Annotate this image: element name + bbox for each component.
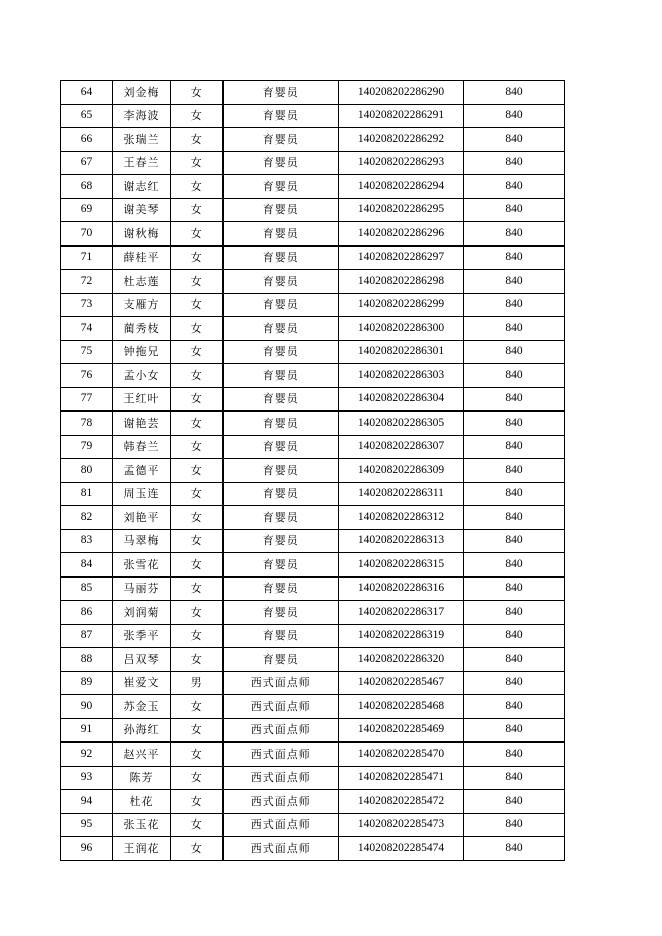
amount-cell: 840 xyxy=(464,387,565,411)
row-number-cell: 96 xyxy=(61,837,113,861)
gender-cell: 女 xyxy=(171,222,223,246)
name-cell: 张瑞兰 xyxy=(113,128,171,152)
amount-cell: 840 xyxy=(464,718,565,742)
certificate-number-cell: 140208202285473 xyxy=(339,813,464,837)
amount-cell: 840 xyxy=(464,742,565,766)
amount-cell: 840 xyxy=(464,648,565,672)
row-number-cell: 68 xyxy=(61,175,113,199)
occupation-cell: 育婴员 xyxy=(223,648,339,672)
gender-cell: 女 xyxy=(171,459,223,483)
occupation-cell: 育婴员 xyxy=(223,459,339,483)
table-row xyxy=(61,790,565,814)
certificate-number-cell: 140208202286292 xyxy=(339,128,464,152)
name-cell: 张季平 xyxy=(113,624,171,648)
amount-cell: 840 xyxy=(464,790,565,814)
name-cell: 孟小女 xyxy=(113,364,171,388)
amount-cell: 840 xyxy=(464,222,565,246)
gender-cell: 女 xyxy=(171,553,223,577)
table-row xyxy=(61,718,565,742)
row-number-cell: 78 xyxy=(61,411,113,435)
name-cell: 陈芳 xyxy=(113,766,171,790)
amount-cell: 840 xyxy=(464,553,565,577)
gender-cell: 女 xyxy=(171,104,223,128)
occupation-cell: 育婴员 xyxy=(223,340,339,364)
certificate-number-cell: 140208202286301 xyxy=(339,340,464,364)
certificate-number-cell: 140208202286299 xyxy=(339,293,464,317)
name-cell: 钟拖兄 xyxy=(113,340,171,364)
occupation-cell: 育婴员 xyxy=(223,81,339,105)
table-row xyxy=(61,411,565,435)
name-cell: 谢美琴 xyxy=(113,198,171,222)
amount-cell: 840 xyxy=(464,624,565,648)
certificate-number-cell: 140208202286315 xyxy=(339,553,464,577)
occupation-cell: 育婴员 xyxy=(223,553,339,577)
table-row xyxy=(61,128,565,152)
roster-table xyxy=(60,80,565,861)
certificate-number-cell: 140208202285471 xyxy=(339,766,464,790)
gender-cell: 女 xyxy=(171,151,223,175)
certificate-number-cell: 140208202286300 xyxy=(339,317,464,341)
table-row xyxy=(61,198,565,222)
table-row xyxy=(61,293,565,317)
amount-cell: 840 xyxy=(464,198,565,222)
occupation-cell: 西式面点师 xyxy=(223,837,339,861)
certificate-number-cell: 140208202286298 xyxy=(339,270,464,294)
table-row xyxy=(61,648,565,672)
roster-rows xyxy=(61,81,565,861)
row-number-cell: 88 xyxy=(61,648,113,672)
certificate-number-cell: 140208202286296 xyxy=(339,222,464,246)
row-number-cell: 94 xyxy=(61,790,113,814)
occupation-cell: 西式面点师 xyxy=(223,671,339,695)
table-row xyxy=(61,482,565,506)
table-row xyxy=(61,81,565,105)
name-cell: 谢志红 xyxy=(113,175,171,199)
occupation-cell: 育婴员 xyxy=(223,482,339,506)
row-number-cell: 95 xyxy=(61,813,113,837)
name-cell: 刘金梅 xyxy=(113,81,171,105)
name-cell: 王春兰 xyxy=(113,151,171,175)
occupation-cell: 西式面点师 xyxy=(223,718,339,742)
occupation-cell: 育婴员 xyxy=(223,151,339,175)
name-cell: 王红叶 xyxy=(113,387,171,411)
name-cell: 崔爱文 xyxy=(113,671,171,695)
certificate-number-cell: 140208202286291 xyxy=(339,104,464,128)
certificate-number-cell: 140208202285468 xyxy=(339,695,464,719)
occupation-cell: 育婴员 xyxy=(223,293,339,317)
certificate-number-cell: 140208202286316 xyxy=(339,577,464,601)
gender-cell: 女 xyxy=(171,813,223,837)
certificate-number-cell: 140208202286294 xyxy=(339,175,464,199)
row-number-cell: 90 xyxy=(61,695,113,719)
occupation-cell: 育婴员 xyxy=(223,624,339,648)
certificate-number-cell: 140208202286320 xyxy=(339,648,464,672)
gender-cell: 女 xyxy=(171,317,223,341)
name-cell: 王润花 xyxy=(113,837,171,861)
certificate-number-cell: 140208202285474 xyxy=(339,837,464,861)
table-row xyxy=(61,695,565,719)
occupation-cell: 西式面点师 xyxy=(223,695,339,719)
table-row xyxy=(61,577,565,601)
gender-cell: 女 xyxy=(171,81,223,105)
row-number-cell: 82 xyxy=(61,506,113,530)
name-cell: 李海波 xyxy=(113,104,171,128)
amount-cell: 840 xyxy=(464,246,565,270)
table-row xyxy=(61,601,565,625)
gender-cell: 女 xyxy=(171,577,223,601)
occupation-cell: 西式面点师 xyxy=(223,790,339,814)
occupation-cell: 育婴员 xyxy=(223,411,339,435)
gender-cell: 女 xyxy=(171,482,223,506)
table-row xyxy=(61,364,565,388)
gender-cell: 女 xyxy=(171,293,223,317)
certificate-number-cell: 140208202286312 xyxy=(339,506,464,530)
name-cell: 支雁方 xyxy=(113,293,171,317)
row-number-cell: 87 xyxy=(61,624,113,648)
name-cell: 苏金玉 xyxy=(113,695,171,719)
name-cell: 杜志莲 xyxy=(113,270,171,294)
amount-cell: 840 xyxy=(464,766,565,790)
occupation-cell: 育婴员 xyxy=(223,577,339,601)
occupation-cell: 育婴员 xyxy=(223,601,339,625)
name-cell: 谢艳芸 xyxy=(113,411,171,435)
gender-cell: 女 xyxy=(171,837,223,861)
row-number-cell: 85 xyxy=(61,577,113,601)
row-number-cell: 64 xyxy=(61,81,113,105)
gender-cell: 女 xyxy=(171,198,223,222)
name-cell: 孟德平 xyxy=(113,459,171,483)
table-row xyxy=(61,270,565,294)
name-cell: 张玉花 xyxy=(113,813,171,837)
gender-cell: 女 xyxy=(171,435,223,459)
row-number-cell: 92 xyxy=(61,742,113,766)
table-row xyxy=(61,435,565,459)
certificate-number-cell: 140208202286303 xyxy=(339,364,464,388)
gender-cell: 女 xyxy=(171,601,223,625)
certificate-number-cell: 140208202286317 xyxy=(339,601,464,625)
amount-cell: 840 xyxy=(464,695,565,719)
row-number-cell: 66 xyxy=(61,128,113,152)
table-row xyxy=(61,340,565,364)
table-row xyxy=(61,813,565,837)
amount-cell: 840 xyxy=(464,340,565,364)
amount-cell: 840 xyxy=(464,411,565,435)
row-number-cell: 71 xyxy=(61,246,113,270)
gender-cell: 女 xyxy=(171,175,223,199)
occupation-cell: 育婴员 xyxy=(223,104,339,128)
table-row xyxy=(61,624,565,648)
gender-cell: 女 xyxy=(171,411,223,435)
amount-cell: 840 xyxy=(464,81,565,105)
occupation-cell: 育婴员 xyxy=(223,364,339,388)
table-row xyxy=(61,104,565,128)
occupation-cell: 西式面点师 xyxy=(223,766,339,790)
table-row xyxy=(61,459,565,483)
certificate-number-cell: 140208202286295 xyxy=(339,198,464,222)
occupation-cell: 育婴员 xyxy=(223,270,339,294)
amount-cell: 840 xyxy=(464,435,565,459)
row-number-cell: 83 xyxy=(61,529,113,553)
table-row xyxy=(61,837,565,861)
table-row xyxy=(61,175,565,199)
certificate-number-cell: 140208202286305 xyxy=(339,411,464,435)
certificate-number-cell: 140208202285469 xyxy=(339,718,464,742)
amount-cell: 840 xyxy=(464,459,565,483)
name-cell: 谢秋梅 xyxy=(113,222,171,246)
certificate-number-cell: 140208202286304 xyxy=(339,387,464,411)
amount-cell: 840 xyxy=(464,671,565,695)
certificate-number-cell: 140208202286297 xyxy=(339,246,464,270)
name-cell: 蔺秀枝 xyxy=(113,317,171,341)
amount-cell: 840 xyxy=(464,128,565,152)
gender-cell: 女 xyxy=(171,128,223,152)
name-cell: 刘艳平 xyxy=(113,506,171,530)
gender-cell: 女 xyxy=(171,246,223,270)
amount-cell: 840 xyxy=(464,813,565,837)
name-cell: 吕双琴 xyxy=(113,648,171,672)
occupation-cell: 西式面点师 xyxy=(223,813,339,837)
name-cell: 刘润菊 xyxy=(113,601,171,625)
certificate-number-cell: 140208202285467 xyxy=(339,671,464,695)
table-row xyxy=(61,317,565,341)
certificate-number-cell: 140208202285470 xyxy=(339,742,464,766)
row-number-cell: 72 xyxy=(61,270,113,294)
certificate-number-cell: 140208202286313 xyxy=(339,529,464,553)
occupation-cell: 育婴员 xyxy=(223,529,339,553)
table-row xyxy=(61,387,565,411)
row-number-cell: 91 xyxy=(61,718,113,742)
table-row xyxy=(61,222,565,246)
occupation-cell: 育婴员 xyxy=(223,246,339,270)
row-number-cell: 80 xyxy=(61,459,113,483)
amount-cell: 840 xyxy=(464,577,565,601)
amount-cell: 840 xyxy=(464,601,565,625)
amount-cell: 840 xyxy=(464,270,565,294)
row-number-cell: 65 xyxy=(61,104,113,128)
certificate-number-cell: 140208202286293 xyxy=(339,151,464,175)
table-row xyxy=(61,671,565,695)
gender-cell: 女 xyxy=(171,506,223,530)
row-number-cell: 81 xyxy=(61,482,113,506)
certificate-number-cell: 140208202286319 xyxy=(339,624,464,648)
occupation-cell: 育婴员 xyxy=(223,317,339,341)
row-number-cell: 67 xyxy=(61,151,113,175)
row-number-cell: 76 xyxy=(61,364,113,388)
occupation-cell: 育婴员 xyxy=(223,128,339,152)
gender-cell: 女 xyxy=(171,766,223,790)
gender-cell: 女 xyxy=(171,529,223,553)
table-row xyxy=(61,553,565,577)
row-number-cell: 89 xyxy=(61,671,113,695)
gender-cell: 男 xyxy=(171,671,223,695)
certificate-number-cell: 140208202286309 xyxy=(339,459,464,483)
name-cell: 薛桂平 xyxy=(113,246,171,270)
table-row xyxy=(61,766,565,790)
name-cell: 赵兴平 xyxy=(113,742,171,766)
occupation-cell: 西式面点师 xyxy=(223,742,339,766)
amount-cell: 840 xyxy=(464,151,565,175)
certificate-number-cell: 140208202285472 xyxy=(339,790,464,814)
occupation-cell: 育婴员 xyxy=(223,387,339,411)
certificate-number-cell: 140208202286307 xyxy=(339,435,464,459)
row-number-cell: 86 xyxy=(61,601,113,625)
occupation-cell: 育婴员 xyxy=(223,506,339,530)
row-number-cell: 70 xyxy=(61,222,113,246)
table-row xyxy=(61,246,565,270)
row-number-cell: 75 xyxy=(61,340,113,364)
gender-cell: 女 xyxy=(171,340,223,364)
table-row xyxy=(61,151,565,175)
table-row xyxy=(61,506,565,530)
name-cell: 张雪花 xyxy=(113,553,171,577)
name-cell: 马翠梅 xyxy=(113,529,171,553)
amount-cell: 840 xyxy=(464,175,565,199)
row-number-cell: 69 xyxy=(61,198,113,222)
certificate-number-cell: 140208202286311 xyxy=(339,482,464,506)
gender-cell: 女 xyxy=(171,364,223,388)
gender-cell: 女 xyxy=(171,695,223,719)
row-number-cell: 84 xyxy=(61,553,113,577)
row-number-cell: 73 xyxy=(61,293,113,317)
amount-cell: 840 xyxy=(464,837,565,861)
gender-cell: 女 xyxy=(171,624,223,648)
gender-cell: 女 xyxy=(171,648,223,672)
name-cell: 韩春兰 xyxy=(113,435,171,459)
gender-cell: 女 xyxy=(171,742,223,766)
table-row xyxy=(61,529,565,553)
name-cell: 孙海红 xyxy=(113,718,171,742)
row-number-cell: 93 xyxy=(61,766,113,790)
amount-cell: 840 xyxy=(464,293,565,317)
amount-cell: 840 xyxy=(464,104,565,128)
table-row xyxy=(61,742,565,766)
amount-cell: 840 xyxy=(464,482,565,506)
gender-cell: 女 xyxy=(171,387,223,411)
amount-cell: 840 xyxy=(464,364,565,388)
row-number-cell: 79 xyxy=(61,435,113,459)
amount-cell: 840 xyxy=(464,317,565,341)
amount-cell: 840 xyxy=(464,529,565,553)
occupation-cell: 育婴员 xyxy=(223,222,339,246)
gender-cell: 女 xyxy=(171,270,223,294)
certificate-number-cell: 140208202286290 xyxy=(339,81,464,105)
amount-cell: 840 xyxy=(464,506,565,530)
row-number-cell: 74 xyxy=(61,317,113,341)
name-cell: 杜花 xyxy=(113,790,171,814)
occupation-cell: 育婴员 xyxy=(223,198,339,222)
name-cell: 马丽芬 xyxy=(113,577,171,601)
name-cell: 周玉连 xyxy=(113,482,171,506)
occupation-cell: 育婴员 xyxy=(223,435,339,459)
row-number-cell: 77 xyxy=(61,387,113,411)
gender-cell: 女 xyxy=(171,718,223,742)
occupation-cell: 育婴员 xyxy=(223,175,339,199)
gender-cell: 女 xyxy=(171,790,223,814)
